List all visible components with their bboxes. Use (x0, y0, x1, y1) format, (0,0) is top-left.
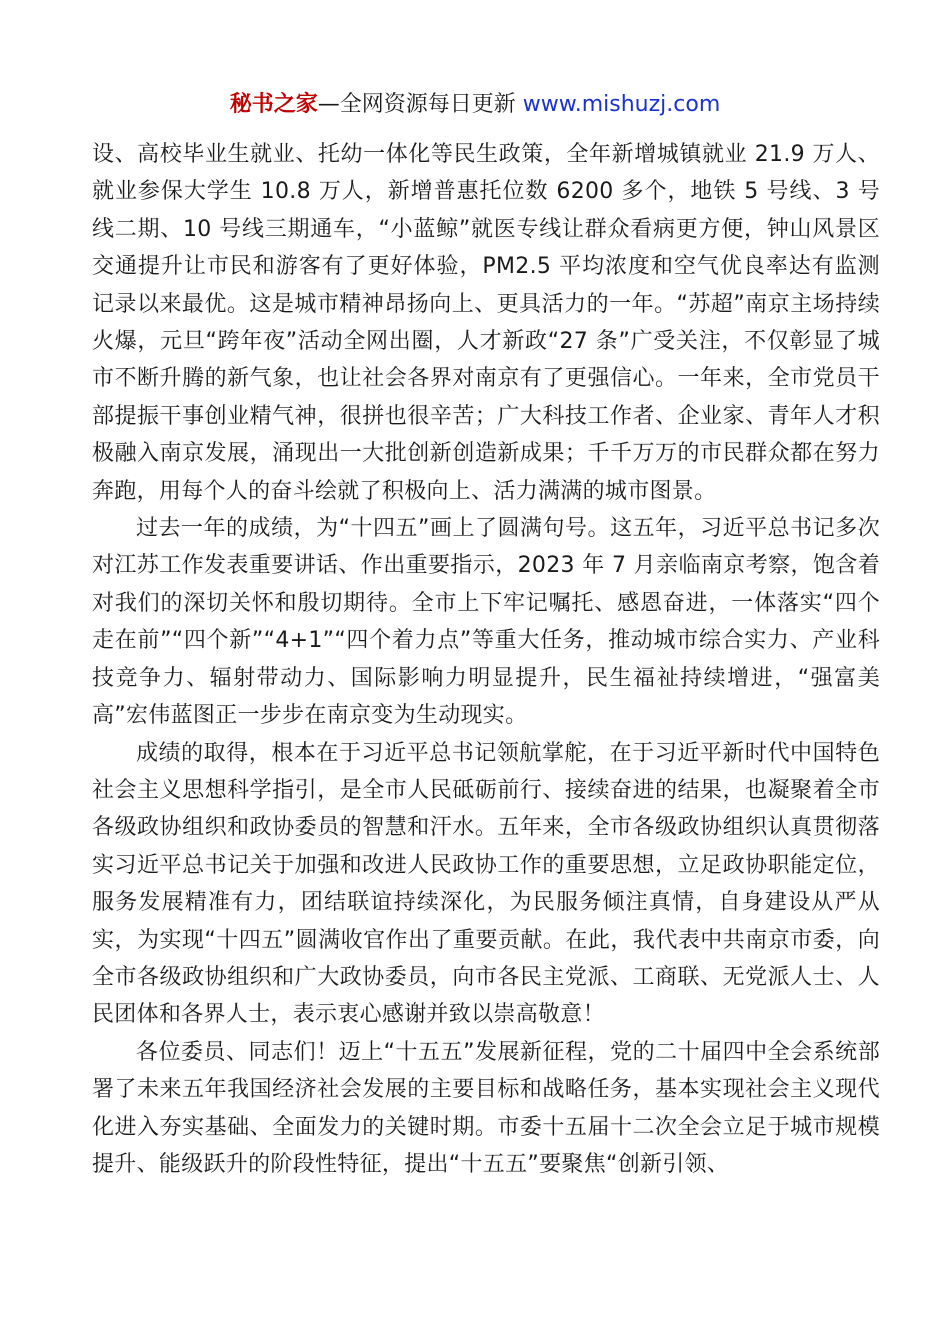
site-header (0, 88, 950, 122)
site-brand: 秘书之家 (229, 92, 318, 117)
paragraph-2: 过去一年的成绩，为“十四五”画上了圆满句号。这五年，习近平总书记多次对江苏工作发表重要讲话、作出重要指示，2023 年 7 月亲临南京考察，饱含着对我们的深切关怀和殷切期待。全市上下牢记嘱托、感恩奋进，一体落实“四个走在前”“四个新”“4+1”“四个着力点”等重大任务，推动城市综合实力、产业科技竞争力、辐射带动力、国际影响力明显提升，民生福祉持续增进，“强富美高”宏伟蓝图正一步步在南京变为生动现实。 (92, 516, 880, 729)
site-url-link[interactable]: www.mishuzj.com (522, 92, 721, 117)
paragraph-1: 设、高校毕业生就业、托幼一体化等民生政策，全年新增城镇就业 21.9 万人、就业参保大学生 10.8 万人，新增普惠托位数 6200 多个，地铁 5 号线、3 号线二期、10 号线三期通车，“小蓝鲸”就医专线让群众看病更方便，钟山风景区交通提升让市民和游客有了更好体验，PM2.5 平均浓度和空气优良率达有监测记录以来最优。这是城市精神昂扬向上、更具活力的一年。“苏超”南京主场持续火爆，元旦“跨年夜”活动全网出圈，人才新政“27 条”广受关注，不仅彰显了城市不断升腾的新气象，也让社会各界对南京有了更强信心。一年来，全市党员干部提振干事创业精气神，很拼也很辛苦；广大科技工作者、企业家、青年人才积极融入南京发展，涌现出一大批创新创造新成果；千千万万的市民群众都在努力奔跑，用每个人的奋斗绘就了积极向上、活力满满的城市图景。 (92, 142, 880, 504)
site-tagline: —全网资源每日更新 (317, 92, 523, 117)
paragraph-4: 各位委员、同志们！迈上“十五五”发展新征程，党的二十届四中全会系统部署了未来五年我国经济社会发展的主要目标和战略任务，基本实现社会主义现代化进入夯实基础、全面发力的关键时期。市委十五届十二次全会立足于城市规模提升、能级跃升的阶段性特征，提出“十五五”要聚焦“创新引领、 (92, 1039, 880, 1177)
paragraph-3: 成绩的取得，根本在于习近平总书记领航掌舵，在于习近平新时代中国特色社会主义思想科学指引，是全市人民砥砺前行、接续奋进的结果，也凝聚着全市各级政协组织和政协委员的智慧和汗水。五年来，全市各级政协组织认真贯彻落实习近平总书记关于加强和改进人民政协工作的重要思想，立足政协职能定位，服务发展精准有力，团结联谊持续深化，为民服务倾注真情，自身建设从严从实，为实现“十四五”圆满收官作出了重要贡献。在此，我代表中共南京市委，向全市各级政协组织和广大政协委员，向市各民主党派、工商联、无党派人士、人民团体和各界人士，表示衷心感谢并致以崇高敬意！ (92, 740, 880, 1028)
document-body (92, 136, 880, 1183)
